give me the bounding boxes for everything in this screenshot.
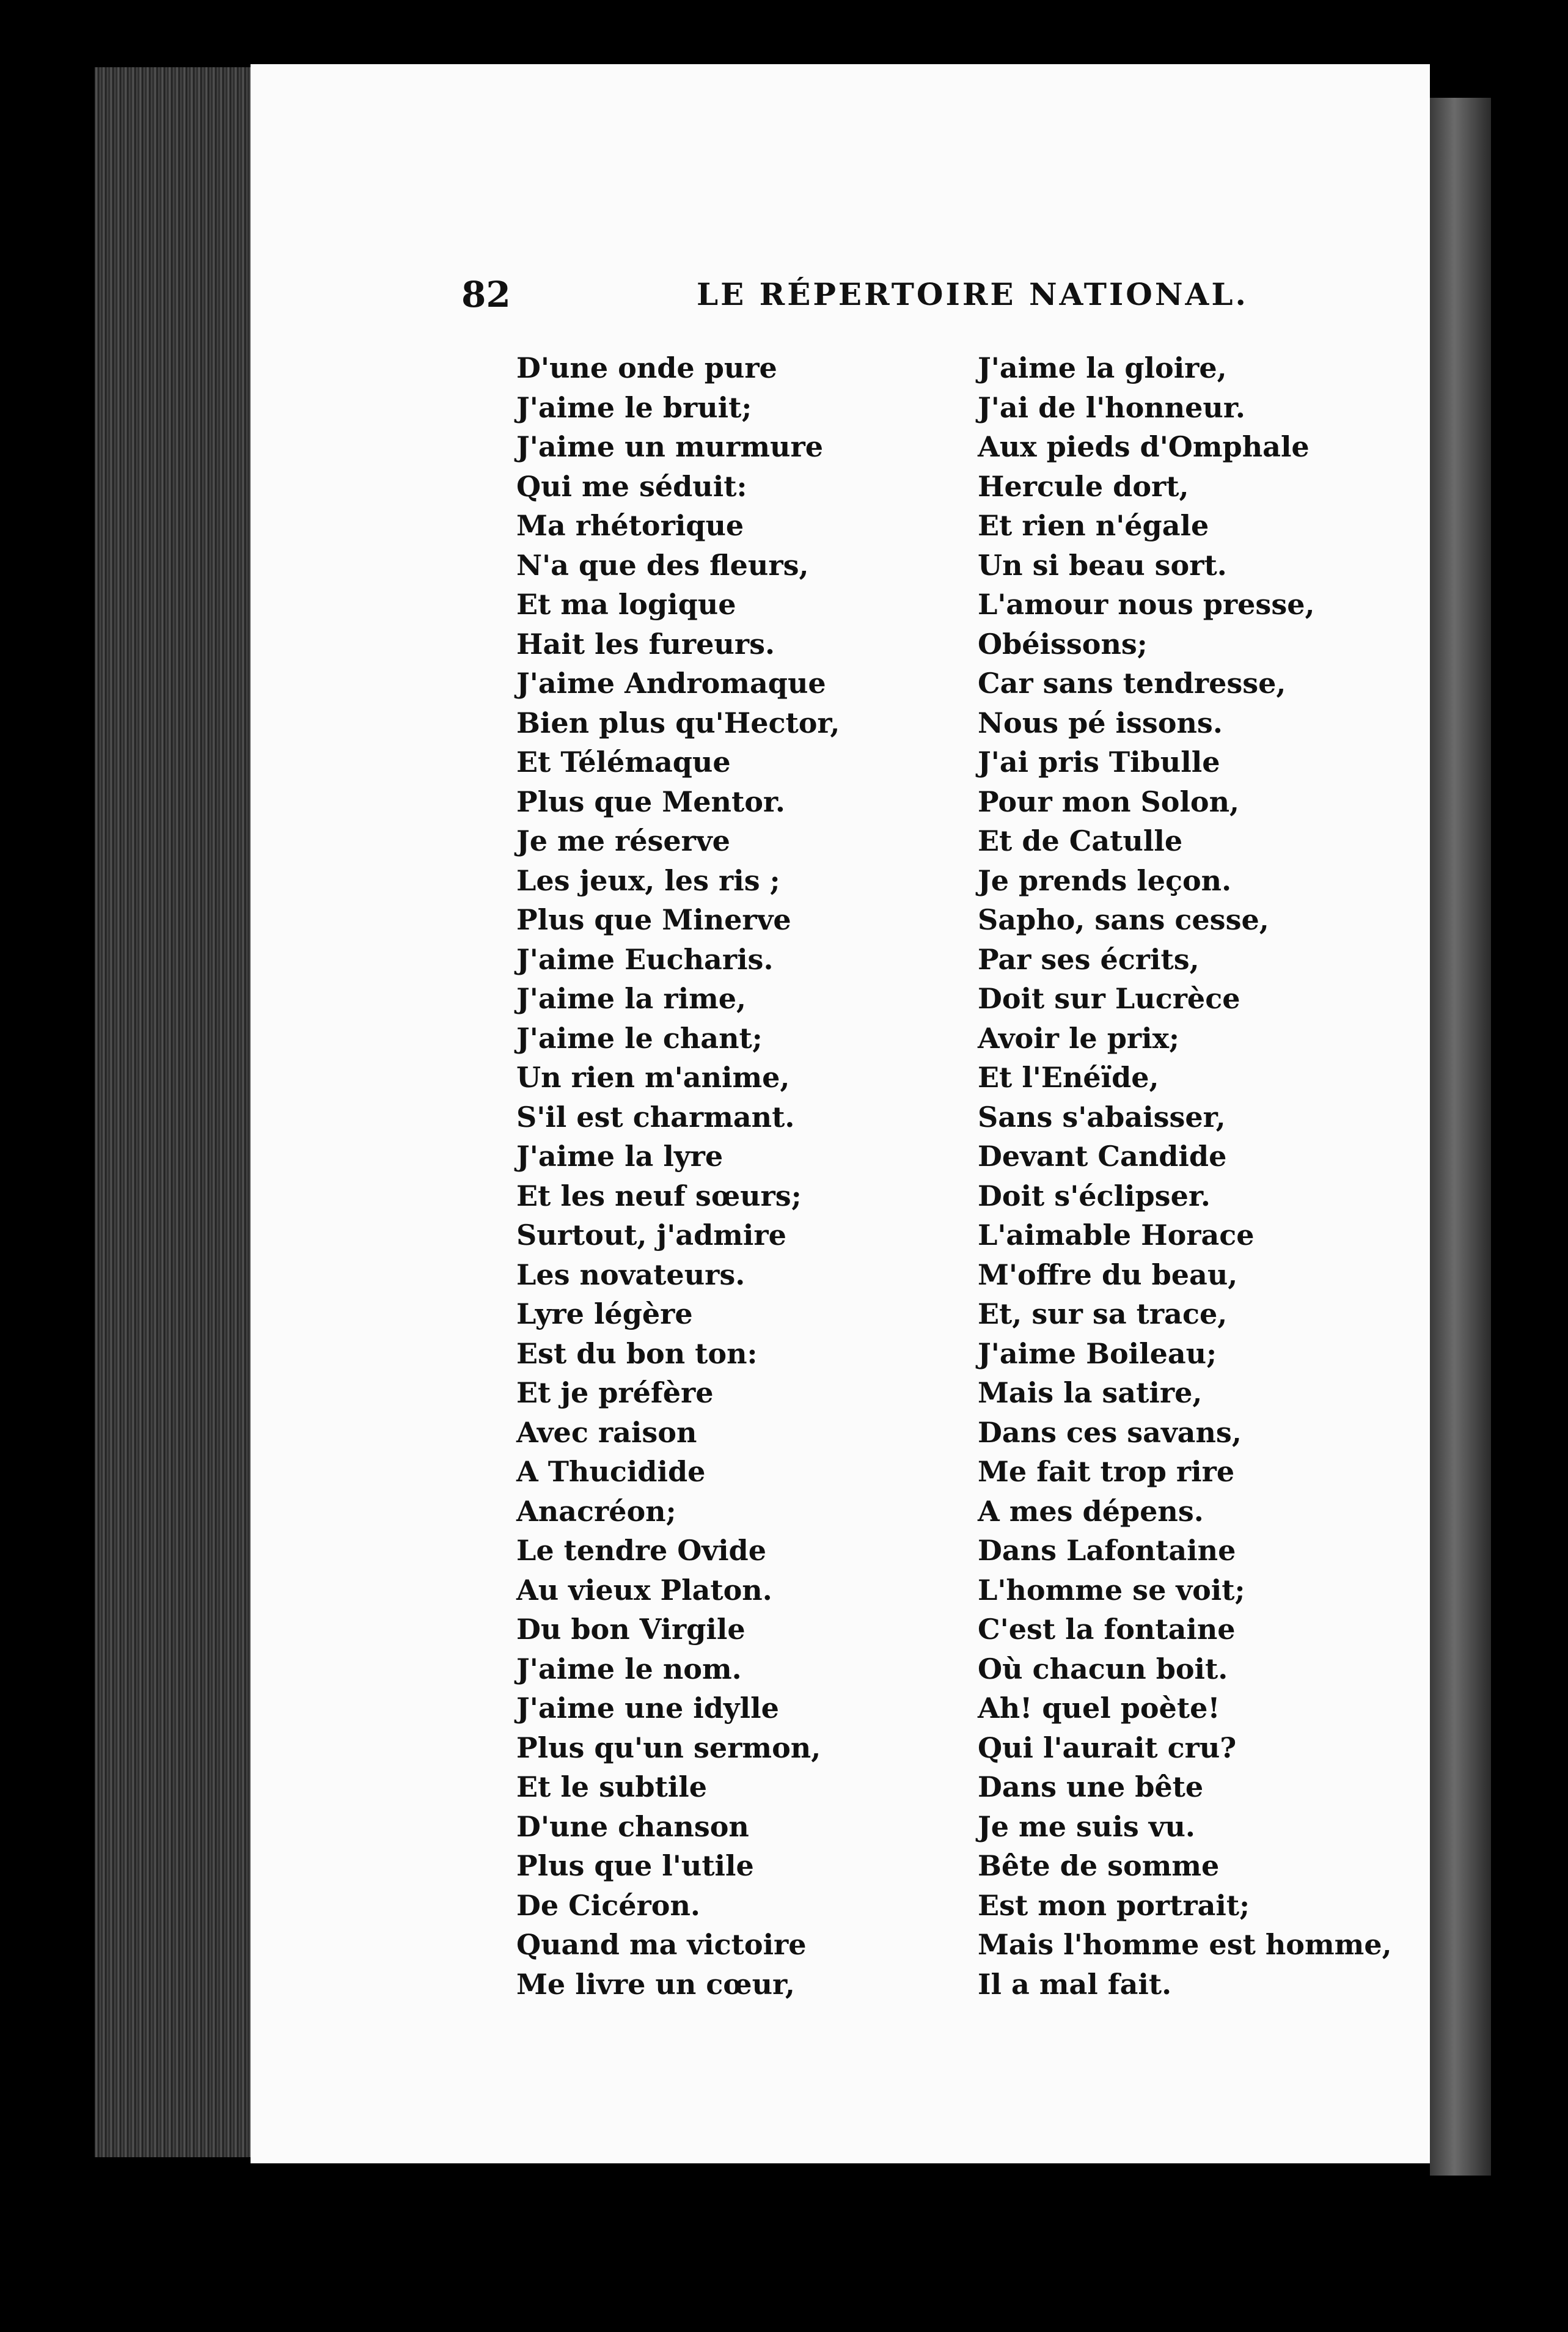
verse-line: Où chacun boit.	[978, 1652, 1228, 1685]
verse-line: L'amour nous presse,	[978, 588, 1315, 621]
verse-line: Un si beau sort.	[978, 548, 1227, 582]
verse-line: Devant Candide	[978, 1140, 1227, 1173]
poem-left-column	[516, 348, 840, 2004]
verse-line: Et les neuf sœurs;	[516, 1179, 802, 1212]
verse-line: M'offre du beau,	[978, 1258, 1238, 1291]
verse-line: Est du bon ton:	[516, 1336, 758, 1370]
verse-line: Plus qu'un sermon,	[516, 1731, 821, 1764]
verse-line: Les jeux, les ris ;	[516, 864, 780, 897]
verse-line: J'aime le chant;	[516, 1021, 763, 1055]
verse-line: J'ai pris Tibulle	[978, 746, 1220, 779]
verse-line: Est mon portrait;	[978, 1888, 1250, 1922]
verse-line: Plus que Minerve	[516, 903, 791, 936]
verse-line: Et l'Enéïde,	[978, 1061, 1159, 1094]
verse-line: Un rien m'anime,	[516, 1061, 790, 1094]
verse-line: Bien plus qu'Hector,	[516, 706, 840, 739]
verse-line: Qui l'aurait cru?	[978, 1731, 1237, 1764]
verse-line: Le tendre Ovide	[516, 1534, 766, 1567]
page-number: 82	[461, 274, 511, 315]
verse-line: J'aime un murmure	[516, 430, 823, 463]
verse-line: S'il est charmant.	[516, 1100, 795, 1134]
verse-line: J'ai de l'honneur.	[978, 391, 1245, 424]
verse-line: J'aime Boileau;	[978, 1336, 1217, 1370]
verse-line: Avoir le prix;	[978, 1021, 1179, 1055]
adjacent-page-edge	[1430, 98, 1491, 2176]
verse-line: J'aime le bruit;	[516, 391, 752, 424]
poem-right-column	[978, 348, 1392, 2004]
verse-line: N'a que des fleurs,	[516, 548, 809, 582]
verse-line: Anacréon;	[516, 1494, 676, 1528]
verse-line: J'aime une idylle	[516, 1692, 779, 1725]
verse-line: Obéissons;	[978, 627, 1148, 661]
verse-line: Surtout, j'admire	[516, 1219, 786, 1252]
verse-line: J'aime la rime,	[516, 982, 747, 1015]
verse-line: Plus que l'utile	[516, 1849, 754, 1882]
verse-line: Me livre un cœur,	[516, 1967, 795, 2001]
verse-line: Je prends leçon.	[978, 864, 1232, 897]
verse-line: Quand ma victoire	[516, 1928, 807, 1961]
verse-line: Qui me séduit:	[516, 469, 747, 503]
verse-line: Bête de somme	[978, 1849, 1220, 1882]
verse-line: De Cicéron.	[516, 1888, 700, 1922]
verse-line: Mais la satire,	[978, 1376, 1203, 1409]
verse-line: Ah! quel poète!	[978, 1692, 1220, 1725]
verse-line: J'aime la lyre	[516, 1140, 724, 1173]
verse-line: Il a mal fait.	[978, 1967, 1172, 2001]
verse-line: L'aimable Horace	[978, 1219, 1255, 1252]
verse-line: Doit sur Lucrèce	[978, 982, 1240, 1015]
verse-line: Me fait trop rire	[978, 1455, 1235, 1488]
verse-line: Au vieux Platon.	[516, 1573, 772, 1607]
verse-line: Sapho, sans cesse,	[978, 903, 1269, 936]
verse-line: Hait les fureurs.	[516, 627, 775, 661]
verse-line: A Thucidide	[516, 1455, 706, 1488]
verse-line: Nous pé issons.	[978, 706, 1223, 739]
verse-line: C'est la fontaine	[978, 1613, 1236, 1646]
verse-line: Dans une bête	[978, 1770, 1204, 1803]
verse-line: D'une chanson	[516, 1810, 749, 1843]
verse-line: Lyre légère	[516, 1297, 693, 1330]
verse-line: Dans ces savans,	[978, 1415, 1242, 1449]
verse-line: Et Télémaque	[516, 746, 731, 779]
verse-line: Et je préfère	[516, 1376, 714, 1409]
running-title: LE RÉPERTOIRE NATIONAL.	[697, 276, 1248, 312]
verse-line: Et le subtile	[516, 1770, 708, 1803]
verse-line: Pour mon Solon,	[978, 785, 1240, 818]
verse-line: Mais l'homme est homme,	[978, 1928, 1392, 1961]
verse-line: Dans Lafontaine	[978, 1534, 1236, 1567]
verse-line: J'aime le nom.	[516, 1652, 742, 1685]
verse-line: Sans s'abaisser,	[978, 1100, 1226, 1134]
verse-line: Ma rhétorique	[516, 509, 744, 542]
verse-line: D'une onde pure	[516, 351, 777, 384]
verse-line: Et de Catulle	[978, 824, 1183, 857]
verse-line: A mes dépens.	[978, 1494, 1204, 1528]
verse-line: J'aime Eucharis.	[516, 942, 774, 976]
verse-line: Les novateurs.	[516, 1258, 746, 1291]
verse-line: J'aime la gloire,	[978, 351, 1227, 384]
verse-line: L'homme se voit;	[978, 1573, 1245, 1607]
verse-line: Je me suis vu.	[978, 1810, 1195, 1843]
verse-line: Avec raison	[516, 1415, 697, 1449]
verse-line: Je me réserve	[516, 824, 730, 857]
verse-line: Par ses écrits,	[978, 942, 1200, 976]
verse-line: Hercule dort,	[978, 469, 1189, 503]
verse-line: Et, sur sa trace,	[978, 1297, 1228, 1330]
verse-line: Et rien n'égale	[978, 509, 1209, 542]
verse-line: Plus que Mentor.	[516, 785, 785, 818]
verse-line: Doit s'éclipser.	[978, 1179, 1211, 1212]
verse-line: Et ma logique	[516, 588, 736, 621]
book-binding	[95, 67, 251, 2157]
verse-line: Car sans tendresse,	[978, 667, 1286, 700]
verse-line: J'aime Andromaque	[516, 667, 826, 700]
verse-line: Du bon Virgile	[516, 1613, 746, 1646]
verse-line: Aux pieds d'Omphale	[978, 430, 1310, 463]
